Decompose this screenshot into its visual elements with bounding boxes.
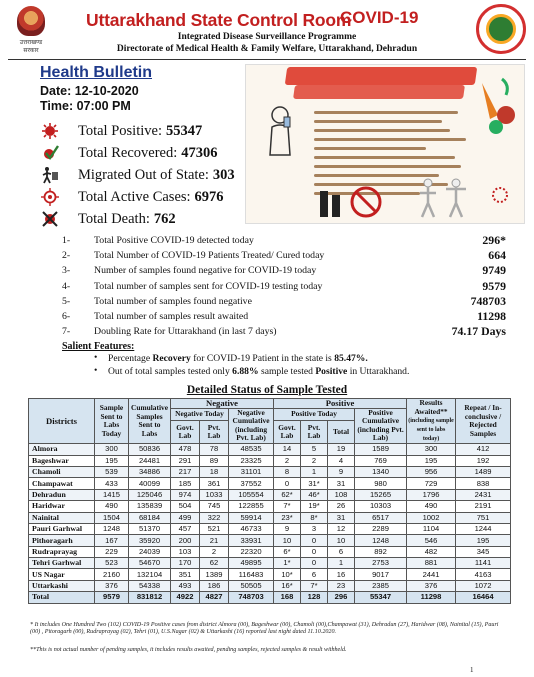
col-header-positive: Positive — [274, 399, 407, 409]
table-cell: 433 — [95, 478, 129, 489]
table-cell: 1 — [301, 466, 328, 477]
stat-label: Total Active Cases: — [78, 188, 191, 205]
table-cell: 0 — [301, 558, 328, 569]
poster-heading-banner — [285, 67, 478, 85]
district-name-cell: US Nagar — [29, 569, 95, 580]
table-cell: 23* — [274, 512, 301, 523]
table-cell: 351 — [171, 569, 200, 580]
table-cell: 16 — [328, 569, 355, 580]
table-cell: 128 — [301, 592, 328, 603]
table-cell: 523 — [95, 558, 129, 569]
district-name-cell: Haridwar — [29, 501, 95, 512]
table-cell: 361 — [200, 478, 229, 489]
table-cell: 200 — [171, 535, 200, 546]
emblem-caption: उत्तराखण्ड सरकार — [19, 39, 43, 54]
district-name-cell: Bageshwar — [29, 455, 95, 466]
table-cell: 24039 — [129, 546, 171, 557]
list-item-text: Total Number of COVID-19 Patients Treated/ Cured today — [94, 250, 325, 262]
bullet-text: Percentage — [108, 353, 153, 364]
district-name-cell: Almora — [29, 444, 95, 455]
table-cell: 457 — [171, 523, 200, 534]
table-cell: 48535 — [229, 444, 274, 455]
table-cell: 217 — [171, 466, 200, 477]
district-name-cell: Pithoragarh — [29, 535, 95, 546]
header-divider — [8, 59, 526, 60]
daily-summary-list — [62, 233, 506, 339]
virus-icon — [40, 122, 60, 140]
district-name-cell: Champawat — [29, 478, 95, 489]
table-cell: 11298 — [407, 592, 456, 603]
table-cell: 376 — [407, 580, 456, 591]
list-item-number: 7- — [62, 326, 71, 338]
table-cell: 9017 — [355, 569, 407, 580]
table-row — [29, 512, 511, 523]
district-name-cell: Total — [29, 592, 95, 603]
bullet-text: in Uttarakhand. — [347, 366, 410, 377]
table-cell: 1248 — [95, 523, 129, 534]
table-cell: 729 — [407, 478, 456, 489]
table-cell: 10* — [274, 569, 301, 580]
bullet-text: for COVID-19 Patient in the state is — [190, 353, 335, 364]
table-cell: 504 — [171, 501, 200, 512]
summary-stats — [40, 120, 240, 230]
list-item-number: 1- — [62, 235, 71, 246]
salient-features-heading: Salient Features: — [62, 341, 135, 352]
table-cell: 55347 — [355, 592, 407, 603]
table-body — [29, 444, 511, 603]
death-icon — [40, 210, 60, 228]
table-cell: 1002 — [407, 512, 456, 523]
table-cell: 22320 — [229, 546, 274, 557]
table-cell: 521 — [200, 523, 229, 534]
poster-covid-badge — [478, 185, 522, 219]
table-cell: 1504 — [95, 512, 129, 523]
table-cell: 1 — [328, 558, 355, 569]
table-cell: 1072 — [456, 580, 511, 591]
table-cell: 2431 — [456, 489, 511, 500]
page-header — [0, 0, 534, 60]
table-cell: 19 — [328, 444, 355, 455]
table-cell: 296 — [328, 592, 355, 603]
table-cell: 51370 — [129, 523, 171, 534]
table-cell: 838 — [456, 478, 511, 489]
col-header-negative-cumulative: Negative Cumulative (including Pvt. Lab) — [229, 408, 274, 444]
table-cell: 300 — [95, 444, 129, 455]
table-cell: 40099 — [129, 478, 171, 489]
list-item-text: Total number of samples sent for COVID-19 testing today — [94, 280, 323, 292]
table-cell: 2160 — [95, 569, 129, 580]
district-name-cell: Chamoli — [29, 466, 95, 477]
table-row — [29, 444, 511, 455]
table-cell: 195 — [456, 535, 511, 546]
list-item — [62, 263, 506, 278]
stat-label: Migrated Out of State: — [78, 166, 209, 183]
salient-bullet-positivity — [94, 366, 409, 379]
col-header-negative-today: Negative Today — [171, 408, 229, 420]
table-row — [29, 455, 511, 466]
table-cell: 2 — [200, 546, 229, 557]
table-cell: 0 — [301, 535, 328, 546]
table-cell: 54338 — [129, 580, 171, 591]
table-cell: 2191 — [456, 501, 511, 512]
table-cell: 1248 — [355, 535, 407, 546]
header-subtitle-directorate: Directorate of Medical Health & Family Welfare, Uttarakhand, Dehradun — [116, 44, 418, 54]
table-cell: 322 — [200, 512, 229, 523]
salient-bullet-recovery — [94, 353, 409, 366]
table-cell: 291 — [171, 455, 200, 466]
table-cell: 10 — [328, 535, 355, 546]
table-cell: 89 — [200, 455, 229, 466]
table-cell: 7* — [274, 501, 301, 512]
table-cell: 956 — [407, 466, 456, 477]
col-header-neg-pvt-lab: Pvt. Lab — [200, 421, 229, 444]
header-subtitle-idsp: Integrated Disease Surveillance Programme — [177, 32, 357, 42]
table-cell: 748703 — [229, 592, 274, 603]
table-cell: 499 — [171, 512, 200, 523]
list-item-value: 9749 — [482, 263, 506, 278]
bulletin-title: Health Bulletin — [40, 64, 153, 81]
district-name-cell: Uttarkashi — [29, 580, 95, 591]
bullet-text: Out of total samples tested only — [108, 366, 233, 377]
table-cell: 539 — [95, 466, 129, 477]
table-cell: 490 — [95, 501, 129, 512]
table-cell: 892 — [355, 546, 407, 557]
stat-value: 762 — [153, 210, 176, 227]
table-cell: 192 — [456, 455, 511, 466]
covid-19-logo — [340, 8, 418, 28]
col-header-repeat: Repeat / In-conclusive / Rejected Samples — [456, 399, 511, 444]
table-cell: 2 — [274, 455, 301, 466]
list-item-text: Total number of samples found negative — [94, 295, 252, 307]
col-header-pos-pvt-lab: Pvt. Lab — [301, 421, 328, 444]
header-title: Uttarakhand State Control Room — [86, 10, 352, 30]
table-row — [29, 535, 511, 546]
table-cell: 6 — [301, 569, 328, 580]
footnote-positive-cases: * It includes One Hundred Two (102) COVID-19 Positive cases from district Almora (00), Bageshwar (00), Chamoli (00),Champawat (31), Dehradun (27), Haridwar (08), Nainital (15), Pauri (00) , Pitoragarh (00), Rudraprayag (02), Tehri (01), U.S.Nagar (02) & Uttarkashi (16) reported last night dated 11.10.2020. — [30, 622, 499, 636]
table-cell: 195 — [95, 455, 129, 466]
table-row — [29, 569, 511, 580]
table-cell: 46* — [301, 489, 328, 500]
table-cell: 0 — [274, 478, 301, 489]
recovered-check-icon — [40, 144, 60, 162]
list-item-text: Number of samples found negative for COVID-19 today — [94, 265, 317, 277]
table-cell: 4827 — [200, 592, 229, 603]
awaited-note: (including sample sent to labs today) — [408, 418, 454, 443]
list-item-value: 664 — [488, 248, 506, 263]
awaited-label: Results Awaited** — [414, 398, 448, 416]
bullet-bold: Positive — [315, 366, 348, 377]
stat-value: 47306 — [181, 144, 218, 161]
stat-total-death — [40, 208, 240, 230]
table-cell: 50505 — [229, 580, 274, 591]
table-cell: 35920 — [129, 535, 171, 546]
stat-label: Total Death: — [78, 210, 150, 227]
col-header-negative: Negative — [171, 399, 274, 409]
table-total-row — [29, 592, 511, 603]
table-cell: 1796 — [407, 489, 456, 500]
table-cell: 482 — [407, 546, 456, 557]
vegetables-illustration — [476, 75, 518, 135]
table-cell: 33931 — [229, 535, 274, 546]
table-cell: 2753 — [355, 558, 407, 569]
table-cell: 31 — [328, 512, 355, 523]
table-cell: 186 — [200, 580, 229, 591]
list-item-number: 4- — [62, 280, 71, 292]
table-cell: 26 — [328, 501, 355, 512]
list-item — [62, 324, 506, 339]
list-item-text: Total number of samples result awaited — [94, 310, 249, 322]
table-cell: 16464 — [456, 592, 511, 603]
table-cell: 980 — [355, 478, 407, 489]
table-cell: 23325 — [229, 455, 274, 466]
covid-awareness-poster-image — [245, 64, 525, 224]
table-cell: 4163 — [456, 569, 511, 580]
table-cell: 34886 — [129, 466, 171, 477]
table-row — [29, 478, 511, 489]
table-cell: 16* — [274, 580, 301, 591]
table-cell: 3 — [301, 523, 328, 534]
table-row — [29, 489, 511, 500]
col-header-cumulative-sent: Cumulative Samples Sent to Labs — [129, 399, 171, 444]
stat-label: Total Recovered: — [78, 144, 178, 161]
table-cell: 12 — [328, 523, 355, 534]
table-row — [29, 580, 511, 591]
table-cell: 62* — [274, 489, 301, 500]
table-cell: 6517 — [355, 512, 407, 523]
stat-migrated-out — [40, 164, 240, 186]
table-cell: 1244 — [456, 523, 511, 534]
recovery-percentage: 85.47%. — [334, 353, 368, 364]
col-header-sent-today: Sample Sent to Labs Today — [95, 399, 129, 444]
table-cell: 229 — [95, 546, 129, 557]
col-header-neg-govt-lab: Govt. Lab — [171, 421, 200, 444]
table-cell: 751 — [456, 512, 511, 523]
table-cell: 132104 — [129, 569, 171, 580]
table-cell: 1389 — [200, 569, 229, 580]
table-cell: 14 — [274, 444, 301, 455]
active-virus-icon — [40, 188, 60, 206]
district-name-cell: Nainital — [29, 512, 95, 523]
col-header-pos-total: Total — [328, 421, 355, 444]
table-cell: 6 — [328, 546, 355, 557]
table-cell: 1340 — [355, 466, 407, 477]
table-cell: 1* — [274, 558, 301, 569]
table-cell: 9579 — [95, 592, 129, 603]
col-header-positive-today: Positive Today — [274, 408, 355, 420]
table-cell: 412 — [456, 444, 511, 455]
table-cell: 31101 — [229, 466, 274, 477]
salient-features-list — [94, 353, 409, 379]
table-cell: 9 — [274, 523, 301, 534]
col-header-pos-govt-lab: Govt. Lab — [274, 421, 301, 444]
district-name-cell: Pauri Garhwal — [29, 523, 95, 534]
table-cell: 1104 — [407, 523, 456, 534]
table-cell: 881 — [407, 558, 456, 569]
table-cell: 831812 — [129, 592, 171, 603]
table-row — [29, 466, 511, 477]
table-cell: 103 — [171, 546, 200, 557]
list-item-value: 748703 — [470, 293, 506, 308]
list-item-value: 74.17 Days — [451, 324, 506, 339]
list-item-number: 2- — [62, 250, 71, 262]
table-cell: 1141 — [456, 558, 511, 569]
table-cell: 122855 — [229, 501, 274, 512]
table-row — [29, 523, 511, 534]
table-cell: 2441 — [407, 569, 456, 580]
table-cell: 345 — [456, 546, 511, 557]
page-number: 1 — [470, 666, 474, 674]
table-cell: 769 — [355, 455, 407, 466]
list-item — [62, 309, 506, 324]
district-name-cell: Dehradun — [29, 489, 95, 500]
stat-active-cases — [40, 186, 240, 208]
table-cell: 24481 — [129, 455, 171, 466]
table-cell: 135839 — [129, 501, 171, 512]
table-cell: 0 — [301, 546, 328, 557]
list-item-number: 6- — [62, 310, 71, 322]
list-item-number: 5- — [62, 295, 71, 307]
bulletin-date: Date: 12-10-2020 — [40, 84, 139, 98]
table-cell: 9 — [328, 466, 355, 477]
bulletin-block — [40, 64, 152, 113]
stat-value: 55347 — [165, 122, 203, 139]
table-cell: 49895 — [229, 558, 274, 569]
stat-label: Total Positive: — [78, 122, 162, 139]
table-cell: 170 — [171, 558, 200, 569]
table-cell: 125046 — [129, 489, 171, 500]
table-cell: 493 — [171, 580, 200, 591]
table-cell: 745 — [200, 501, 229, 512]
national-health-mission-logo — [476, 4, 526, 54]
table-cell: 974 — [171, 489, 200, 500]
covid-19-label: COVID-19 — [340, 8, 419, 27]
table-cell: 8* — [301, 512, 328, 523]
table-cell: 59914 — [229, 512, 274, 523]
table-cell: 376 — [95, 580, 129, 591]
table-cell: 168 — [274, 592, 301, 603]
table-cell: 8 — [274, 466, 301, 477]
person-drinking-illustration — [260, 103, 300, 163]
table-cell: 1033 — [200, 489, 229, 500]
list-item-value: 296* — [482, 233, 506, 247]
district-name-cell: Tehri Garhwal — [29, 558, 95, 569]
table-cell: 23 — [328, 580, 355, 591]
stat-total-recovered — [40, 142, 240, 164]
table-cell: 6* — [274, 546, 301, 557]
table-cell: 10 — [274, 535, 301, 546]
yoga-people-illustration — [416, 173, 472, 221]
list-item-value: 11298 — [477, 308, 506, 323]
table-cell: 68184 — [129, 512, 171, 523]
list-item — [62, 294, 506, 309]
col-header-positive-cumulative: Positive Cumulative (including Pvt. Lab) — [355, 408, 407, 444]
sample-status-table — [28, 398, 511, 604]
table-cell: 2289 — [355, 523, 407, 534]
table-cell: 195 — [407, 455, 456, 466]
table-cell: 37552 — [229, 478, 274, 489]
table-cell: 2385 — [355, 580, 407, 591]
table-cell: 108 — [328, 489, 355, 500]
stat-value: 6976 — [194, 188, 224, 205]
table-cell: 1489 — [456, 466, 511, 477]
table-cell: 62 — [200, 558, 229, 569]
list-item-number: 3- — [62, 265, 71, 277]
migrate-icon — [40, 166, 60, 184]
bulletin-time: Time: 07:00 PM — [40, 99, 131, 113]
table-cell: 105554 — [229, 489, 274, 500]
col-header-districts: Districts — [29, 399, 95, 444]
district-name-cell: Rudraprayag — [29, 546, 95, 557]
poster-subheading-banner — [293, 85, 465, 99]
stat-value: 303 — [212, 166, 235, 183]
stat-total-positive — [40, 120, 240, 142]
table-row — [29, 501, 511, 512]
list-item — [62, 248, 506, 263]
table-row — [29, 558, 511, 569]
table-cell: 50836 — [129, 444, 171, 455]
table-cell: 78 — [200, 444, 229, 455]
table-cell: 15265 — [355, 489, 407, 500]
table-cell: 18 — [200, 466, 229, 477]
list-item — [62, 279, 506, 294]
no-alcohol-tobacco-illustration — [316, 185, 396, 219]
list-item-text: Doubling Rate for Uttarakhand (in last 7 days) — [94, 326, 277, 338]
table-cell: 31* — [301, 478, 328, 489]
table-cell: 46733 — [229, 523, 274, 534]
table-title: Detailed Status of Sample Tested — [186, 384, 348, 396]
table-cell: 4 — [328, 455, 355, 466]
footnote-pending-samples: **This is not actual number of pending samples, it includes results awaited, pending samples, rejected samples & result withheld. — [30, 647, 347, 653]
table-cell: 31 — [328, 478, 355, 489]
table-cell: 7* — [301, 580, 328, 591]
positivity-percentage: 6.88% — [232, 366, 259, 377]
table-cell: 19* — [301, 501, 328, 512]
table-cell: 10303 — [355, 501, 407, 512]
table-cell: 167 — [95, 535, 129, 546]
list-item — [62, 233, 506, 248]
bullet-text: sample tested — [258, 366, 316, 377]
list-item-value: 9579 — [482, 278, 506, 293]
bullet-bold: Recovery — [152, 353, 191, 364]
table-cell: 54670 — [129, 558, 171, 569]
table-cell: 185 — [171, 478, 200, 489]
col-header-results-awaited — [407, 399, 456, 444]
table-cell: 300 — [407, 444, 456, 455]
table-cell: 490 — [407, 501, 456, 512]
table-cell: 1589 — [355, 444, 407, 455]
table-cell: 4922 — [171, 592, 200, 603]
table-cell: 546 — [407, 535, 456, 546]
table-cell: 2 — [301, 455, 328, 466]
table-cell: 116483 — [229, 569, 274, 580]
table-cell: 21 — [200, 535, 229, 546]
table-row — [29, 546, 511, 557]
table-cell: 1415 — [95, 489, 129, 500]
table-cell: 5 — [301, 444, 328, 455]
table-cell: 478 — [171, 444, 200, 455]
list-item-text: Total Positive COVID-19 detected today — [94, 235, 254, 246]
